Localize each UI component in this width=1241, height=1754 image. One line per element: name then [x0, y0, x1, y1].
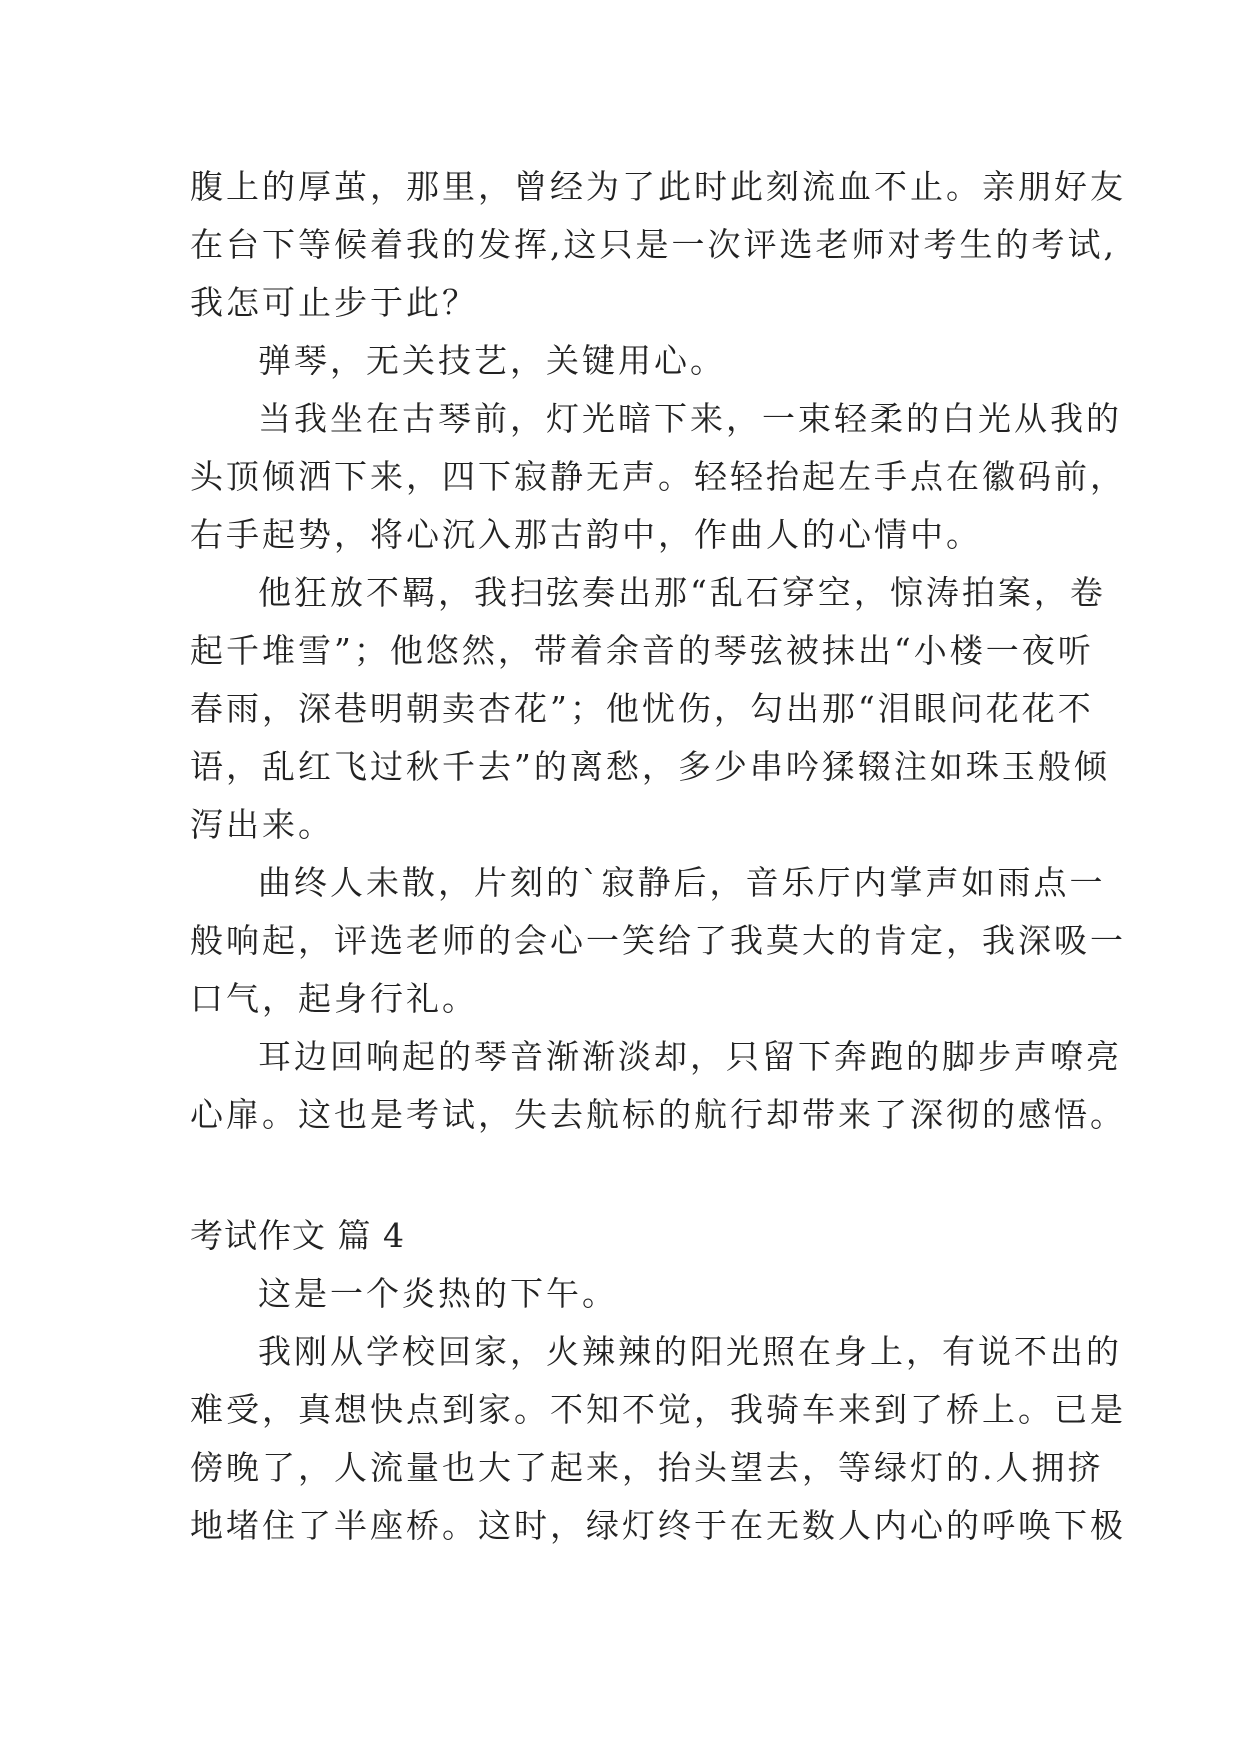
paragraph-first	[190, 1265, 1090, 1323]
section-heading: 考试作文 篇 4	[190, 1216, 405, 1255]
text-line: 泻出来。	[190, 805, 334, 844]
text-line: 语，乱红飞过秋千去”的离愁，多少串吟猱辍注如珠玉般倾	[190, 747, 1110, 786]
text-line: 弹琴，无关技艺，关键用心。	[258, 341, 726, 380]
text-line: 腹上的厚茧，那里，曾经为了此时此刻流血不止。亲朋好友	[190, 167, 1126, 206]
paragraph-applause	[190, 854, 1126, 1028]
text-line: 起千堆雪”；他悠然，带着余音的琴弦被抹出“小楼一夜听	[190, 631, 1094, 670]
paragraph-intro-tail	[190, 158, 1126, 332]
text-line: 地堵住了半座桥。这时，绿灯终于在无数人内心的呼唤下极	[190, 1506, 1126, 1545]
paragraph-music	[190, 564, 1110, 854]
text-line: 我刚从学校回家，火辣辣的阳光照在身上，有说不出的	[258, 1332, 1122, 1371]
text-line: 口气，起身行礼。	[190, 979, 478, 1018]
text-line: 心扉。这也是考试，失去航标的航行却带来了深彻的感悟。	[190, 1095, 1126, 1134]
paragraph-stage	[190, 390, 1126, 564]
section-gap	[190, 1144, 1090, 1207]
essay-body	[190, 158, 1126, 1555]
text-line: 他狂放不羁，我扫弦奏出那“乱石穿空，惊涛拍案，卷	[258, 573, 1106, 612]
text-line: 这是一个炎热的下午。	[258, 1274, 618, 1313]
text-line: 我怎可止步于此？	[190, 283, 478, 322]
paragraph-second	[190, 1323, 1126, 1555]
text-line: 耳边回响起的琴音渐渐淡却，只留下奔跑的脚步声嘹亮	[258, 1037, 1122, 1076]
text-line: 右手起势，将心沉入那古韵中，作曲人的心情中。	[190, 515, 982, 554]
text-line: 傍晚了，人流量也大了起来，抬头望去，等绿灯的.人拥挤	[190, 1448, 1104, 1487]
paragraph-motto	[190, 332, 1090, 390]
text-line: 当我坐在古琴前，灯光暗下来，一束轻柔的白光从我的	[258, 399, 1122, 438]
text-line: 头顶倾洒下来，四下寂静无声。轻轻抬起左手点在徽码前，	[190, 457, 1126, 496]
text-line: 般响起，评选老师的会心一笑给了我莫大的肯定，我深吸一	[190, 921, 1126, 960]
text-line: 曲终人未散，片刻的`寂静后，音乐厅内掌声如雨点一	[258, 863, 1106, 902]
text-line: 在台下等候着我的发挥,这只是一次评选老师对考生的考试,	[190, 225, 1117, 264]
text-line: 难受，真想快点到家。不知不觉，我骑车来到了桥上。已是	[190, 1390, 1126, 1429]
paragraph-ending	[190, 1028, 1126, 1144]
text-line: 春雨，深巷明朝卖杏花”；他忧伤，勾出那“泪眼问花花不	[190, 689, 1094, 728]
